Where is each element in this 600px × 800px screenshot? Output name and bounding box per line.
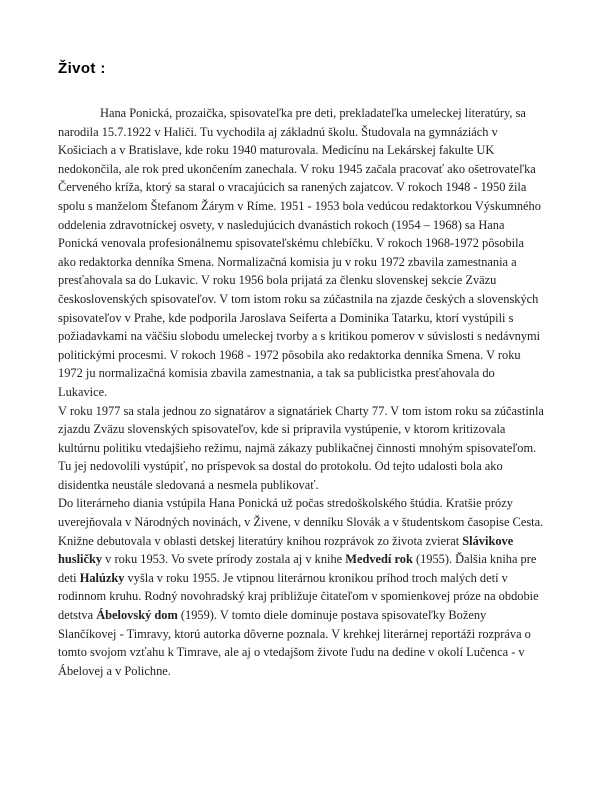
text-run: v roku 1953. Vo svete prírody zostala aj v knihe [102,552,346,567]
text-run: V roku 1977 sa stala jednou zo signatárov a signatáriek Charty 77. V tom istom roku sa zúčastinla zjazdu Zväzu slovenských spisovateľov, kde si pripravila vystúpenie, v ktorom kritizovala kultúrnu politiku vtedajšieho režimu, najmä zákazy publikačnej činnosti mnohým spisovateľom. Tu jej nedovolili vystúpiť, no príspevok sa dostal do protokolu. Od tejto udalosti bola ako disidentka neustále sledovaná a nesmela publikovať. [58,403,544,492]
paragraph [58,402,544,495]
text-run: Knižne debutovala v oblasti detskej literatúry knihou rozprávok zo života zvierat [58,533,463,548]
text-run: (1959). V tomto diele dominuje postava spisovateľky Boženy Slančíkovej - Timravy, ktorú autorka dôverne poznala. V krehkej literárnej reportáži rozpráva o tomto svojom vzťahu k Timrave, ale aj o vtedajšom živote ľudu na dedine v okolí Lučenca - v Ábelovej a v Polichne. [58,608,531,678]
text-run: vyšla v roku 1955. Je vtipnou literárnou kronikou príhod troch malých detí v rodinnom kruhu. Rodný novohradský kraj približuje čitateľom v spomienkovej próze na obdobie detstva [58,570,539,623]
book-title: Medvedí rok [345,552,413,567]
paragraph [58,494,544,531]
paragraph [58,104,544,402]
document-body [58,104,544,680]
text-run: Hana Ponická, prozaička, spisovateľka pre deti, prekladateľka umeleckej literatúry, sa narodila 15.7.1922 v Haliči. Tu vychodila aj základnú školu. Študovala na gymnáziách v Košiciach a v Bratislave, kde roku 1940 maturovala. Medicínu na Lekárskej fakulte UK nedokončila, ale rok pred ukončením zanechala. V roku 1945 začala pracovať ako ošetrovateľka Červeného kríža, ktorý sa staral o vracajúcich sa ranených zajatcov. V rokoch 1948 - 1950 žila spolu s manželom Štefanom Žárym v Ríme. 1951 - 1953 bola vedúcou redaktorkou Výskumného oddelenia zdravotníckej osvety, v nasledujúcich dvanástich rokoch (1954 – 1968) sa Hana Ponická venovala profesionálnemu spisovateľskému chlebíčku. V rokoch 1968-1972 pôsobila ako redaktorka denníka Smena. Normalizačná komisia ju v roku 1972 zbavila zamestnania a presťahovala sa do Lukavic. V roku 1956 bola prijatá za členku slovenskej sekcie Zväzu československých spisovateľov. V tom istom roku sa zúčastnila na zjazde českých a slovenských spisovateľov v Prahe, kde podporila Jaroslava Seiferta a Dominika Tatarku, ktorí vystúpili s požiadavkami na väčšiu slobodu umeleckej tvorby a s kritikou pomerov v súvislosti s nedávnymi politickými procesmi. V rokoch 1968 - 1972 pôsobila ako redaktorka denníka Smena. V roku 1972 ju normalizačná komisia zbavila zamestnania, a tak sa publicistka presťahovala do Lukavice. [58,106,541,399]
book-title: Ábelovský dom [96,608,178,623]
book-title: Slávikove husličky [58,533,514,567]
text-run: Do literárneho diania vstúpila Hana Ponická už počas stredoškolského štúdia. Kratšie prózy uverejňovala v Národných novinách, v Živene, v denníku Slovák a v študentskom časopise Cesta. [58,496,544,530]
paragraph [58,532,544,681]
page-title: Život : [58,60,106,77]
text-run: (1955). Ďalšia kniha pre deti [58,552,537,585]
book-title: Halúzky [79,570,125,585]
